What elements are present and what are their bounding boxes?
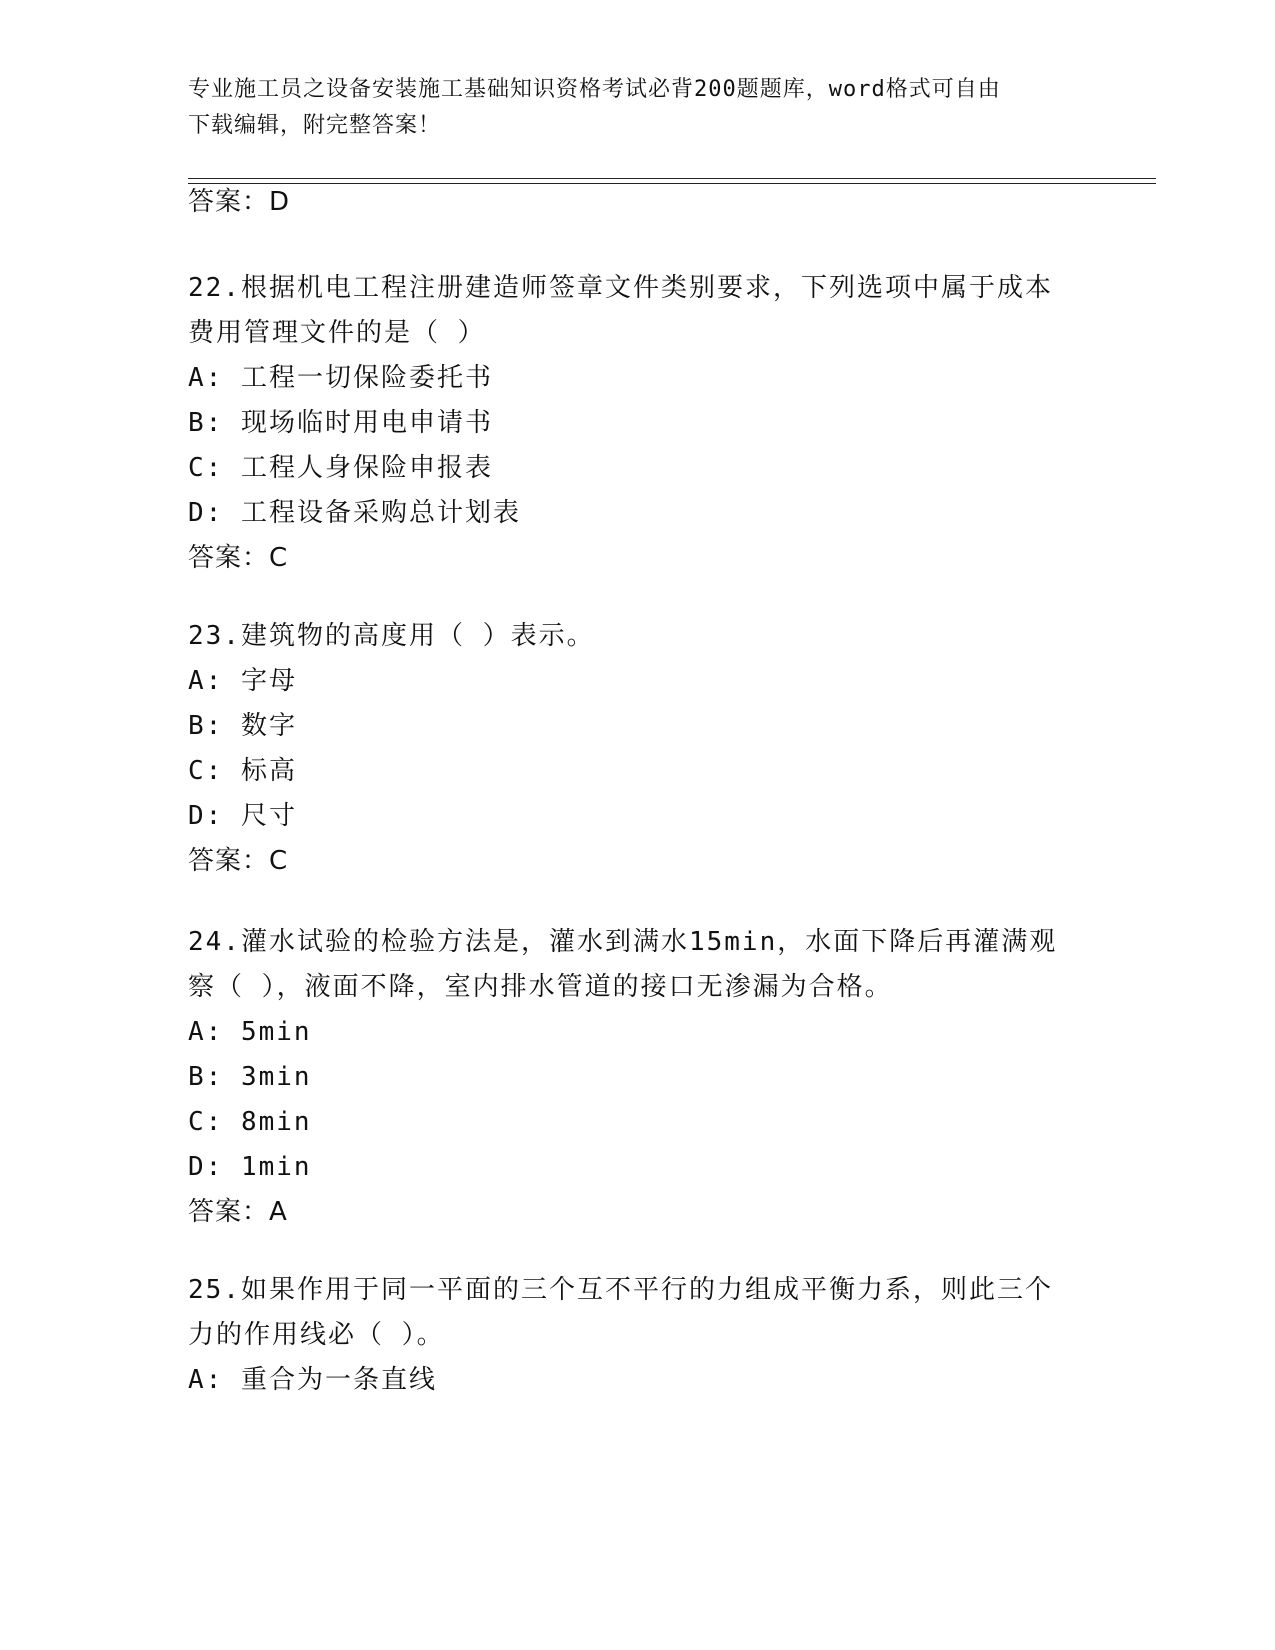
option-b: B: 数字: [188, 711, 297, 741]
header-line-2: 下载编辑，附完整答案！: [188, 113, 442, 138]
option-b: B: 现场临时用电申请书: [188, 408, 493, 438]
option-c: C: 工程人身保险申报表: [188, 453, 493, 483]
option-a: A: 字母: [188, 666, 297, 696]
question-stem: 22.根据机电工程注册建造师签章文件类别要求，下列选项中属于成本: [188, 273, 1053, 303]
previous-answer: [188, 180, 1088, 225]
header-divider-top: [188, 178, 1156, 179]
option-d: D: 尺寸: [188, 801, 297, 831]
option-c: C: 8min: [188, 1107, 312, 1137]
option-b: B: 3min: [188, 1062, 312, 1092]
answer-label: 答案：D: [188, 187, 291, 217]
question-22: [188, 266, 1088, 581]
option-a: A: 5min: [188, 1017, 312, 1047]
question-stem: 费用管理文件的是（ ）: [188, 318, 486, 348]
question-25: [188, 1268, 1088, 1403]
question-stem: 察（ ），液面不降，室内排水管道的接口无渗漏为合格。: [188, 972, 893, 1002]
option-d: D: 工程设备采购总计划表: [188, 498, 521, 528]
answer-label: 答案：C: [188, 846, 289, 876]
document-header: [188, 72, 1068, 144]
answer-label: 答案：C: [188, 543, 289, 573]
option-c: C: 标高: [188, 756, 297, 786]
question-23: [188, 614, 1088, 884]
question-24: [188, 920, 1088, 1235]
option-a: A: 重合为一条直线: [188, 1365, 437, 1395]
option-a: A: 工程一切保险委托书: [188, 363, 493, 393]
question-stem: 25.如果作用于同一平面的三个互不平行的力组成平衡力系，则此三个: [188, 1275, 1053, 1305]
question-stem: 力的作用线必（ ）。: [188, 1320, 445, 1350]
answer-label: 答案：A: [188, 1197, 288, 1227]
header-line-1: 专业施工员之设备安装施工基础知识资格考试必背200题题库，word格式可自由: [188, 77, 1001, 102]
option-d: D: 1min: [188, 1152, 312, 1182]
question-stem: 24.灌水试验的检验方法是，灌水到满水15min，水面下降后再灌满观: [188, 927, 1058, 957]
question-stem: 23.建筑物的高度用（ ）表示。: [188, 621, 595, 651]
